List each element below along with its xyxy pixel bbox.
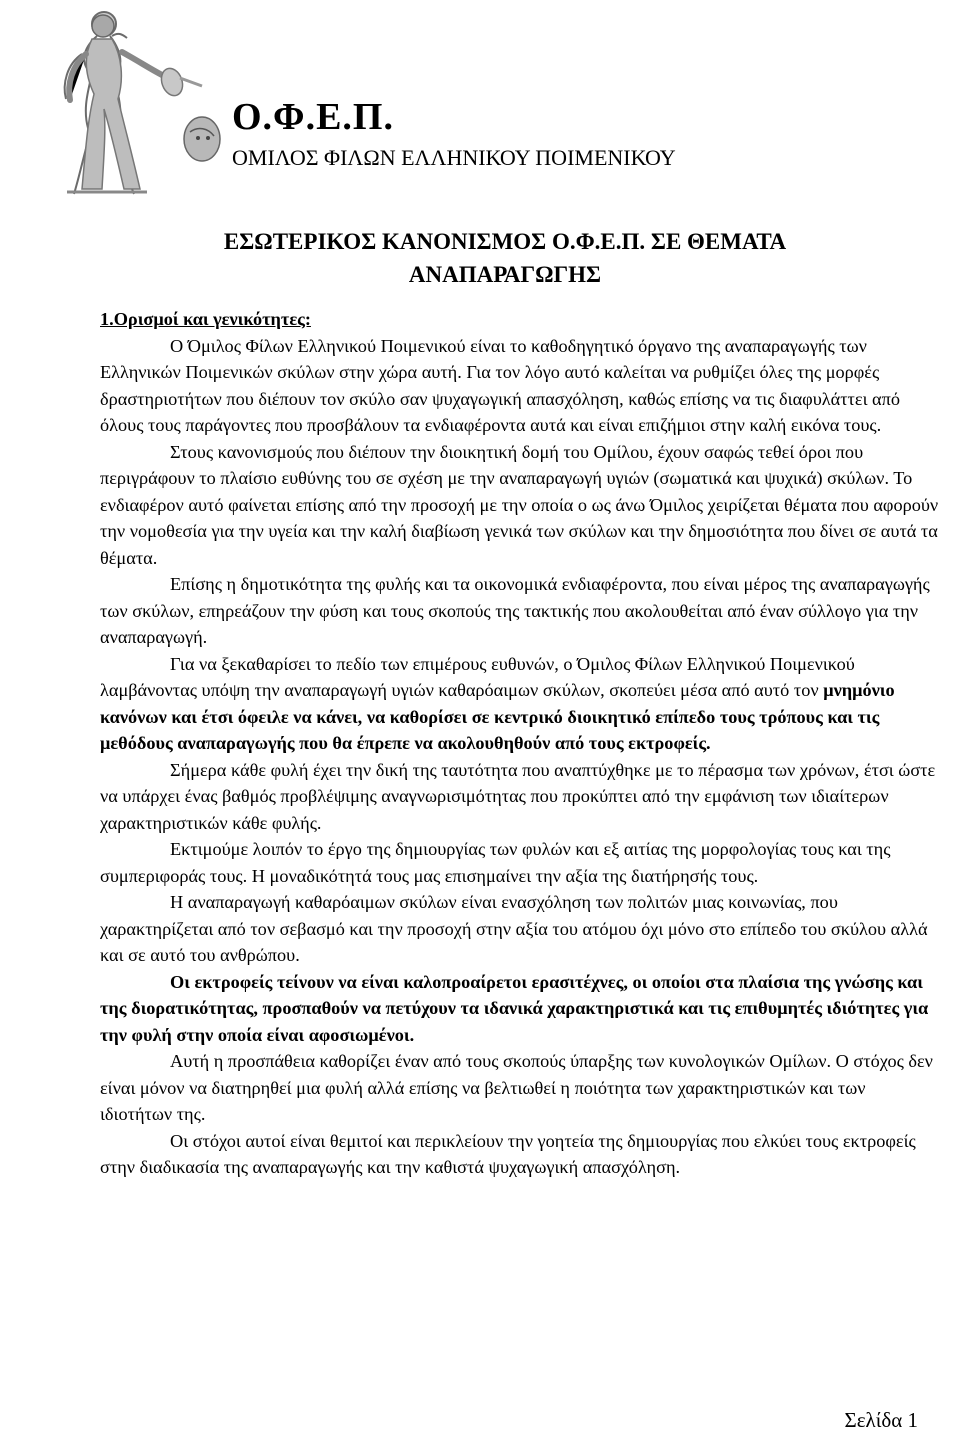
paragraph-5: Σήμερα κάθε φυλή έχει την δική της ταυτότητα που αναπτύχθηκε με το πέρασμα των χρόνων, έτσι ώστε να υπάρχει ένας βαθμός προβλέψιμης αναγνωρισιμότητας που προκύπτει από την εμφάνιση των ιδιαίτερων χαρακτηριστικών κάθε φυλής. [100,759,936,833]
paragraph-8 [100,969,940,1049]
paragraph-2: Στους κανονισμούς που διέπουν την διοικητική δομή του Ομίλου, έχουν σαφώς τεθεί όροι που περιγράφουν το πλαίσιο ευθύνης του σε σχέση με την αναπαραγωγή υγιών (σωματικά και ψυχικά) σκύλων. Το ενδιαφέρον αυτό φαίνεται επίσης από την προσοχή με την οποία ο ως άνω Όμιλος χειρίζεται θέματα που αφορούν την νομοθεσία για την υγεία και την καλή διαβίωση γενικά των σκύλων και την δημοσιότητα που δίνει σε αυτά τα θέματα. [100,441,939,568]
paragraph-3: Επίσης η δημοτικότητα της φυλής και τα οικονομικά ενδιαφέροντα, που είναι μέρος της αναπαραγωγής των σκύλων, επηρεάζουν την φύση και τους σκοπούς της τακτικής που ακολουθείται από έναν σύλλογο για την αναπαραγωγή. [100,574,930,647]
paragraph-7: Η αναπαραγωγή καθαρόαιμων σκύλων είναι ενασχόληση των πολιτών μιας κοινωνίας, που χαρακτηρίζεται από τον σεβασμό και την προσοχή στην αξία του ατόμου όχι μόνο στο επίπεδο του σκύλου αλλά και σε αυτό του ανθρώπου. [100,892,928,965]
paragraph-4-plain: Για να ξεκαθαρίσει το πεδίο των επιμέρους ευθυνών, ο Όμιλος Φίλων Ελληνικού Ποιμενικού λαμβάνοντας υπόψη την αναπαραγωγή υγιών καθαρόαιμων σκύλων, σκοπεύει μέσα από αυτό τον [100,653,855,700]
paragraph-10: Οι στόχοι αυτοί είναι θεμιτοί και περικλείουν την γοητεία της δημιουργίας που ελκύει τους εκτροφείς στην διαδικασία της αναπαραγωγής και την καθιστά ψυχαγωγική απασχόληση. [100,1130,916,1177]
paragraph-9: Αυτή η προσπάθεια καθορίζει έναν από τους σκοπούς ύπαρξης των κυνολογικών Ομίλων. Ο στόχος δεν είναι μόνον να διατηρηθεί μια φυλή αλλά επίσης να βελτιωθεί η ποιότητα των χαρακτηριστικών και των ιδιοτήτων της. [100,1051,933,1124]
paragraph-4 [100,651,940,757]
paragraph-8-bold: Οι εκτροφείς τείνουν να είναι καλοπροαίρετοι ερασιτέχνες, οι οποίοι στα πλαίσια της γνώσης και της διορατικότητας, προσπαθούν να πετύχουν τα ιδανικά χαρακτηριστικά και τις επιθυμητές ιδιότητες για την φυλή στην οποία είναι αφοσιωμένοι. [100,971,929,1045]
paragraph-4-bold: μνημόνιο κανόνων και έτσι όφειλε να κάνει, να καθορίσει σε κεντρικό διοικητικό επίπεδο τους τρόπους και τις μεθόδους αναπαραγωγής που θα έπρεπε να ακολουθηθούν από τους εκτροφείς. [100,680,895,753]
section-heading: 1.Ορισμοί και γενικότητες: [100,309,311,329]
org-title: Ο.Φ.Ε.Π. [232,96,394,138]
document-title [100,225,910,291]
paragraph-6: Εκτιμούμε λοιπόν το έργο της δημιουργίας των φυλών και εξ αιτίας της μορφολογίας τους και της συμπεριφοράς τους. Η μοναδικότητά τους μας επισημαίνει την αξία της διατήρησής τους. [100,839,891,886]
paragraph-1: Ο Όμιλος Φίλων Ελληνικού Ποιμενικού είναι το καθοδηγητικό όργανο της αναπαραγωγής των Ελληνικών Ποιμενικών σκύλων στην χώρα αυτή. Για τον λόγο αυτό καλείται να ρυθμίζει όλες της μορφές δραστηριοτήτων που διέπουν τον σκύλο σαν ψυχαγωγική απασχόληση, καθώς επίσης να τις διαφυλάττει από όλους τους παράγοντες που προσβάλουν τα ενδιαφέροντα αυτά και είναι επιζήμιοι στην καλή εικόνα τους. [100,335,901,435]
page-number: Σελίδα 1 [844,1408,918,1432]
ancient-statue-logo-icon [52,4,227,199]
document-title-line-2: ΑΝΑΠΑΡΑΓΩΓΗΣ [408,262,602,287]
document-title-line-1: ΕΣΩΤΕΡΙΚΟΣ ΚΑΝΟΝΙΣΜΟΣ Ο.Φ.Ε.Π. ΣΕ ΘΕΜΑΤΑ [223,229,787,254]
document-body [100,306,940,1181]
org-subtitle: ΟΜΙΛΟΣ ΦΙΛΩΝ ΕΛΛΗΝΙΚΟΥ ΠΟΙΜΕΝΙΚΟΥ [232,145,676,170]
